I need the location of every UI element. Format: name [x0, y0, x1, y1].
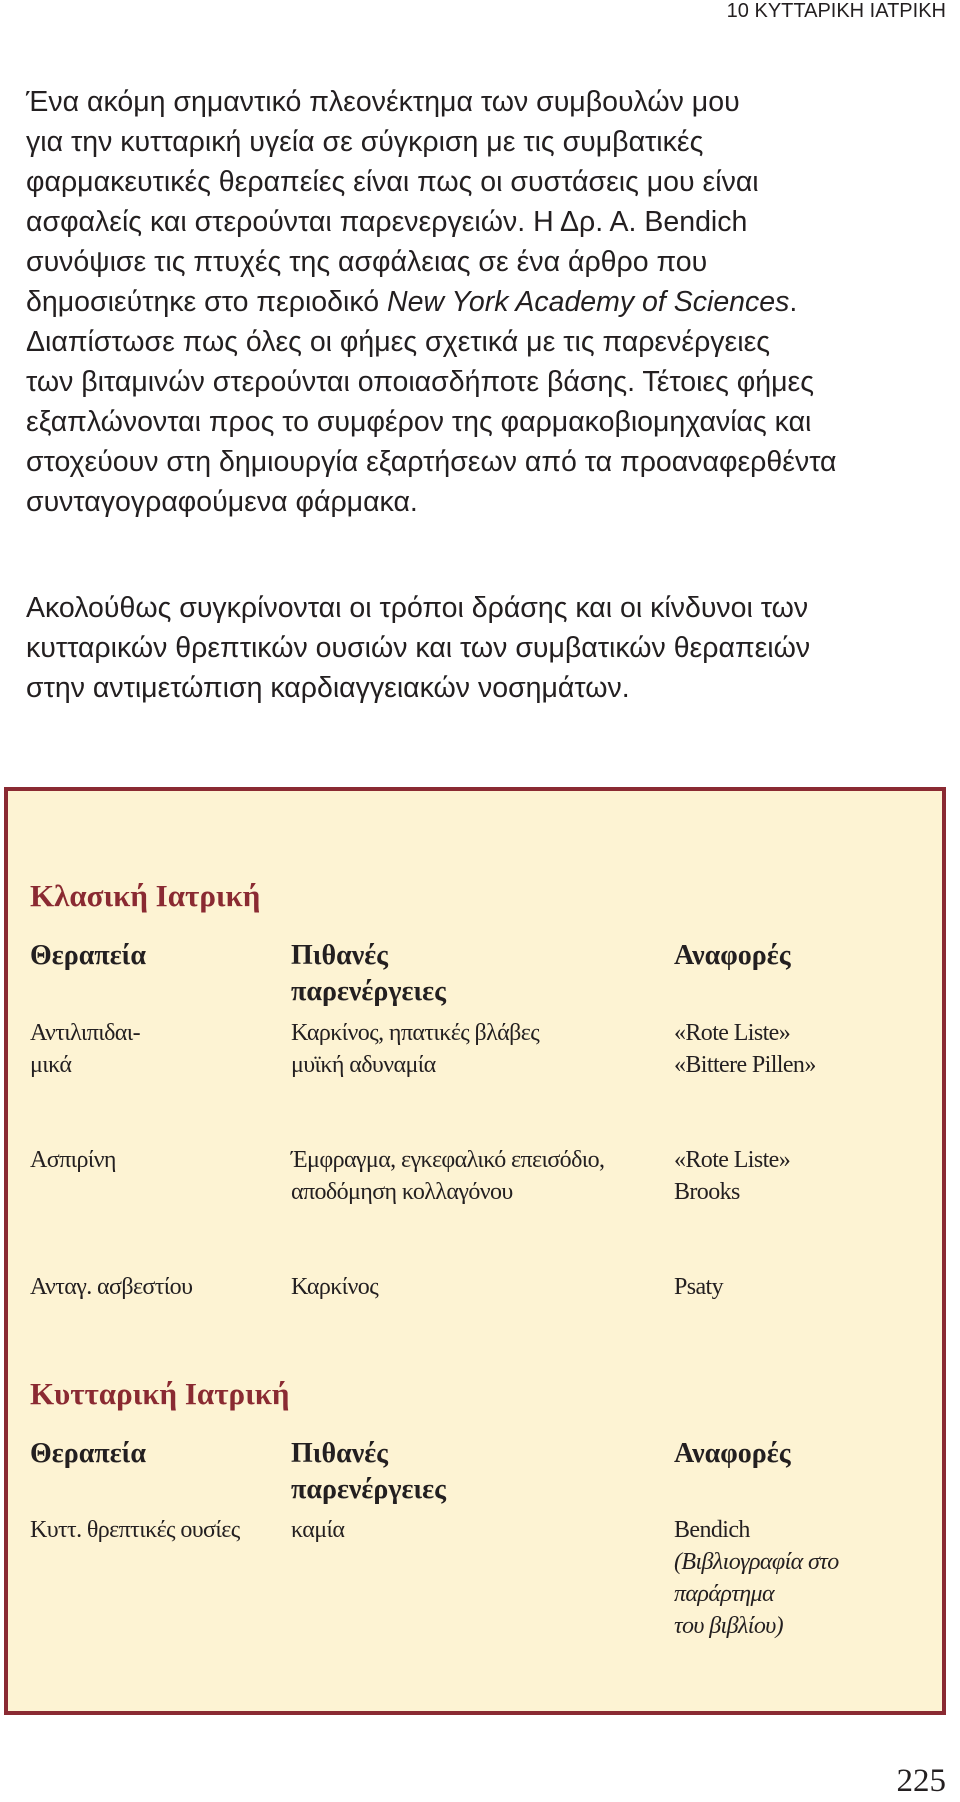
classic-header-side-effects: [291, 938, 446, 1010]
cell-line: Καρκίνος, ηπατικές βλάβες: [291, 1020, 540, 1046]
classic-row-2-side-effects: [291, 1144, 604, 1208]
cellular-row-references: [674, 1514, 839, 1642]
text-line: συνταγογραφούμενα φάρμακα.: [26, 486, 418, 518]
cell-line: αποδόμηση κολλαγόνου: [291, 1179, 513, 1205]
classic-row-1-references: [674, 1017, 816, 1081]
header-line: παρενέργειες: [291, 1474, 446, 1505]
journal-title: New York Academy of Sciences: [387, 286, 790, 318]
cellular-header-references: Αναφορές: [674, 1438, 791, 1469]
text-line: Διαπίστωσε πως όλες οι φήμες σχετικά με τις παρενέργειες: [26, 326, 771, 358]
classic-header-references: Αναφορές: [674, 940, 791, 971]
cell-line: Psaty: [674, 1274, 724, 1300]
comparison-box: [4, 787, 946, 1715]
cell-line: καμία: [291, 1517, 345, 1543]
classic-row-2-references: [674, 1144, 790, 1208]
text-line: Ακολούθως συγκρίνονται οι τρόποι δράσης και οι κίνδυνοι των: [26, 592, 809, 624]
cell-line: Bendich: [674, 1517, 750, 1543]
classic-row-3-references: [674, 1271, 723, 1303]
text-line: για την κυτταρική υγεία σε σύγκριση με τις συμβατικές: [26, 126, 704, 158]
page-number: 225: [896, 1763, 946, 1799]
cell-line: Αντιλιπιδαι-: [30, 1020, 141, 1046]
cellular-medicine-title: Κυτταρική Ιατρική: [30, 1376, 290, 1411]
text-line: στοχεύουν στη δημιουργία εξαρτήσεων από τα προαναφερθέντα: [26, 446, 837, 478]
cell-line: «Rote Liste»: [674, 1020, 791, 1046]
text-line: φαρμακευτικές θεραπείες είναι πως οι συστάσεις μου είναι: [26, 166, 759, 198]
reference-note-line: παράρτημα: [674, 1581, 774, 1607]
running-head: 10 ΚΥΤΤΑΡΙΚΗ ΙΑΤΡΙΚΗ: [726, 0, 946, 22]
text-line: των βιταμινών στερούνται οποιασδήποτε βάσης. Τέτοιες φήμες: [26, 366, 814, 398]
cell-line: Καρκίνος: [291, 1274, 379, 1300]
classic-row-1-side-effects: [291, 1017, 539, 1081]
cell-line: «Rote Liste»: [674, 1147, 791, 1173]
cell-line: «Bittere Pillen»: [674, 1052, 816, 1078]
cell-line: Έμφραγμα, εγκεφαλικό επεισόδιο,: [291, 1147, 605, 1173]
cell-line: Brooks: [674, 1179, 740, 1205]
header-line: Πιθανές: [291, 1438, 388, 1469]
text-line: Ένα ακόμη σημαντικό πλεονέκτημα των συμβουλών μου: [26, 86, 740, 118]
header-line: Πιθανές: [291, 940, 388, 971]
text-fragment: δημοσιεύτηκε στο περιοδικό: [26, 286, 388, 318]
cellular-header-therapy: Θεραπεία: [30, 1438, 146, 1469]
text-fragment: .: [789, 286, 798, 318]
comparison-box-content: [30, 791, 942, 1711]
classic-row-3-therapy: [30, 1271, 192, 1303]
reference-note-line: (Βιβλιογραφία στο: [674, 1549, 839, 1575]
text-line: κυτταρικών θρεπτικών ουσιών και των συμβατικών θεραπειών: [26, 632, 811, 664]
cellular-row-therapy: [30, 1514, 240, 1546]
cell-line: Ασπιρίνη: [30, 1147, 116, 1173]
text-line: εξαπλώνονται προς το συμφέρον της φαρμακοβιομηχανίας και: [26, 406, 812, 438]
text-line: συνόψισε τις πτυχές της ασφάλειας σε ένα άρθρο που: [26, 246, 708, 278]
intro-paragraph: [26, 82, 946, 522]
classic-medicine-title: Κλασική Ιατρική: [30, 878, 261, 913]
classic-row-2-therapy: [30, 1144, 116, 1176]
classic-row-3-side-effects: [291, 1271, 378, 1303]
cellular-row-side-effects: [291, 1514, 344, 1546]
header-line: παρενέργειες: [291, 976, 446, 1007]
classic-header-therapy: Θεραπεία: [30, 940, 146, 971]
cell-line: Κυττ. θρεπτικές ουσίες: [30, 1517, 240, 1543]
cell-line: μυϊκή αδυναμία: [291, 1052, 436, 1078]
cell-line: μικά: [30, 1052, 72, 1078]
text-line: στην αντιμετώπιση καρδιαγγειακών νοσημάτων.: [26, 672, 630, 704]
text-line: ασφαλείς και στερούνται παρενεργειών. Η Δρ. Α. Bendich: [26, 206, 748, 238]
reference-note-line: του βιβλίου): [674, 1613, 784, 1639]
text-line: [26, 282, 946, 322]
cell-line: Ανταγ. ασβεστίου: [30, 1274, 193, 1300]
comparison-intro-paragraph: [26, 588, 946, 708]
cellular-header-side-effects: [291, 1436, 446, 1508]
classic-row-1-therapy: [30, 1017, 140, 1081]
